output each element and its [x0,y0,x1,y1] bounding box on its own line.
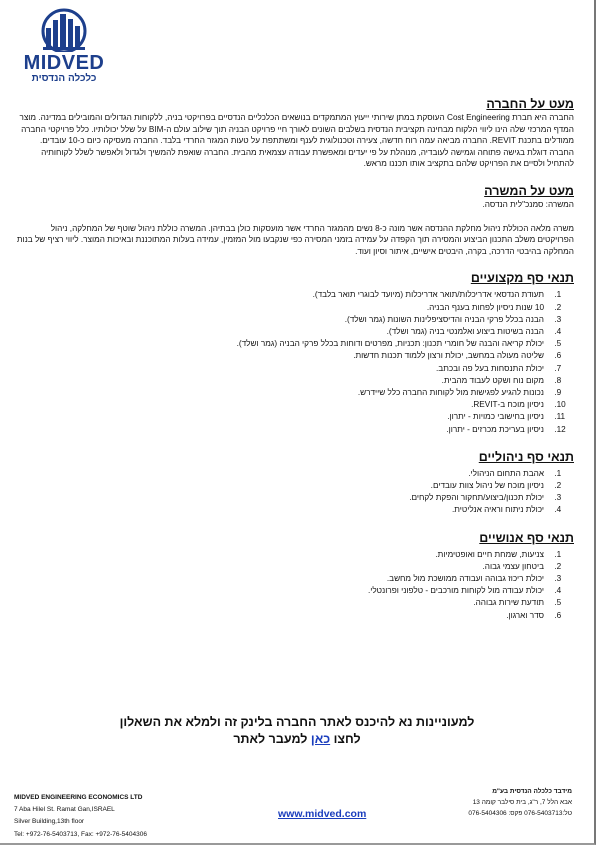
cta-line-1: למעוניינות נא להיכנס לאתר החברה בלינק זה ולמלא את השאלון [119,715,475,729]
footer-phone-en: Tel: +972-76-5403713, Fax: +972-76-5404306 [14,830,147,838]
footer-address-he: אבא הלל 7, ר"ג, בית סילבר קומה 13 [472,799,572,806]
footer-hebrew-address [468,786,572,819]
list-item: 4. יכולת עבודה מול לקוחות מורכבים - טלפוני ופרונטלי. [14,585,552,597]
list-item: 6. שליטה מעולה במחשב, יכולת ורצון ללמוד תכנות חדשות. [14,350,552,362]
list-item: 7. יכולת התנסחות בעל פה ובכתב. [14,363,552,375]
footer-website-link[interactable]: www.midved.com [278,808,367,820]
managerial-requirements-title: תנאי סף ניהוליים [478,449,574,464]
list-item: 3. יכולת תכנון/ביצוע/תחקור והפקת לקחים. [14,492,552,504]
cta-text-before: לחצו [330,732,361,746]
list-item: 4. הבנה בשיטות ביצוע ואלמנטי בניה (גמר ושלד). [14,326,552,338]
list-item: 2. ניסיון מוכח של ניהול צוות עובדים. [14,480,552,492]
footer-address-en-2: Silver Building,13th floor [14,818,85,826]
list-item: 10. ניסיון מוכח ב-REVIT. [14,399,552,411]
list-item: 9. נכונות להגיע לפגישות מול לקוחות החברה כלל שיידרש. [14,387,552,399]
list-item: 1. תעודת הנדסאי אדריכלות/תואר אדריכלות (מיועד לבוגרי תואר בלבד). [14,289,552,301]
logo-subtitle: כלכלה הנדסית [31,73,97,84]
list-item: 3. הבנה בכלל פרקי הבניה והדיסציפלינות השונות (גמר ושלד). [14,314,552,326]
footer-phone-he: טל:076-5403713 פקס: 076-5404306 [468,810,572,817]
about-company-text: החברה היא חברת Cost Engineering העוסקת במתן שירותי ייעוץ המתמקדים בנושאים הכלכליים הנדסיים בפרויקטי בניה, ללקוחות הגדולים והמובילים במדינה. מוצר המדף המרכזי שלה הינו ליווי הלקוח מבחינה תקציבית הנדסית בשלבים השונים לאורך חיי פרויקט הבניה תוך שילוב עולם ה-BIM על שלל יכולותיו. כלל פרויקטי החברה ממודלים בתכנת REVIT. החברה מביאה עמה רוח חדשה, צעירה וטכנולוגית לענף ומשתתפת על טעות המגזר החרדי בלבד. החברה מעסיקה כיום כ-10 עובדים. החברה דוגלת בגישה פתוחה וגמישה לעובדיה, מנוהלת על פי יעדים ומאפשרת עבודה עצמאית מהבית. החברה שואפת להמשיך ולגדול ולאפשר לשלל לקוחותיה להתחיל ולסיים את הפרויקט שלהם בתקציב אותו תכננו מראש. [19,113,574,169]
professional-requirements-title: תנאי סף מקצועיים [470,271,574,286]
list-item: 5. יכולת קריאה והבנה של חומרי תכנון: תכניות, מפרטים ודוחות בכלל פרקי הבניה (גמר ושלד). [14,338,552,350]
list-item: 5. תודעת שירות גבוהה. [14,597,552,609]
footer-english-address [14,792,147,841]
list-item: 3. יכולת ריכוז גבוהה ועבודה ממושכת מול מחשב. [14,573,552,585]
list-item: 1. אהבת התחום הניהולי. [14,468,552,480]
company-logo [14,8,114,85]
main-content [14,97,574,622]
building-logo-icon [29,8,99,52]
list-item: 11. ניסיון בחישובי כמויות - יתרון. [14,411,552,423]
list-item: 8. מקום נוח ושקט לעבוד מהבית. [14,375,552,387]
list-item: 2. 10 שנות ניסיון לפחות בענף הבניה. [14,302,552,314]
list-item: 1. צניעות, שמחת חיים ואופטימיות. [14,549,552,561]
call-to-action [0,714,594,748]
about-position-text: משרה מלאה הכוללת ניהול מחלקת ההנדסה אשר מונה כ-8 נשים מהמגזר החרדי אשר מועסקות כולן בבתיהן. המשרה כוללת ניהול שוטף של המחלקה, ניהול הפרויקטים משלב התכנון הביצוע והמסירה תוך הקפדה על עמידה בזמני המסירה כפי שנקבעו מול המזמין, עמידה בעלות המתוכננת ובאיכות המוצר. ליווי רציף של בנות המחלקה בהיבטי הדרכה, בקרה, היבטים אישיים, איתור וסיון ועוד. [16,223,574,256]
site-link[interactable]: כאן [310,732,331,746]
about-position-title: מעט על המשרה [484,183,574,198]
cta-line-2 [0,731,594,748]
footer-company-en: MIDVED ENGINEERING ECONOMICS LTD [14,794,143,801]
logo-name: MIDVED [23,52,105,74]
personal-requirements-list [14,549,574,622]
personal-requirements-title: תנאי סף אנושיים [479,530,574,545]
cta-text-after: למעבר לאתר [233,732,311,746]
list-item: 12. ניסיון בעריכת מכרזים - יתרון. [14,424,552,436]
professional-requirements-list [14,289,574,435]
footer-address-en-1: 7 Aba Hilel St. Ramat Gan,ISRAEL [14,806,115,814]
about-company-title: מעט על החברה [486,97,574,111]
managerial-requirements-list [14,468,574,517]
position-role-line: המשרה: סמנכ"לית הנדסה. [482,199,574,209]
list-item: 2. ביטחון עצמי גבוה. [14,561,552,573]
list-item: 4. יכולת ניתוח וראיה אנליטית. [14,504,552,516]
footer-company-he: מידבד כלכלה הנדסית בע"מ [492,788,572,795]
list-item: 6. סדר וארגון. [14,610,552,622]
